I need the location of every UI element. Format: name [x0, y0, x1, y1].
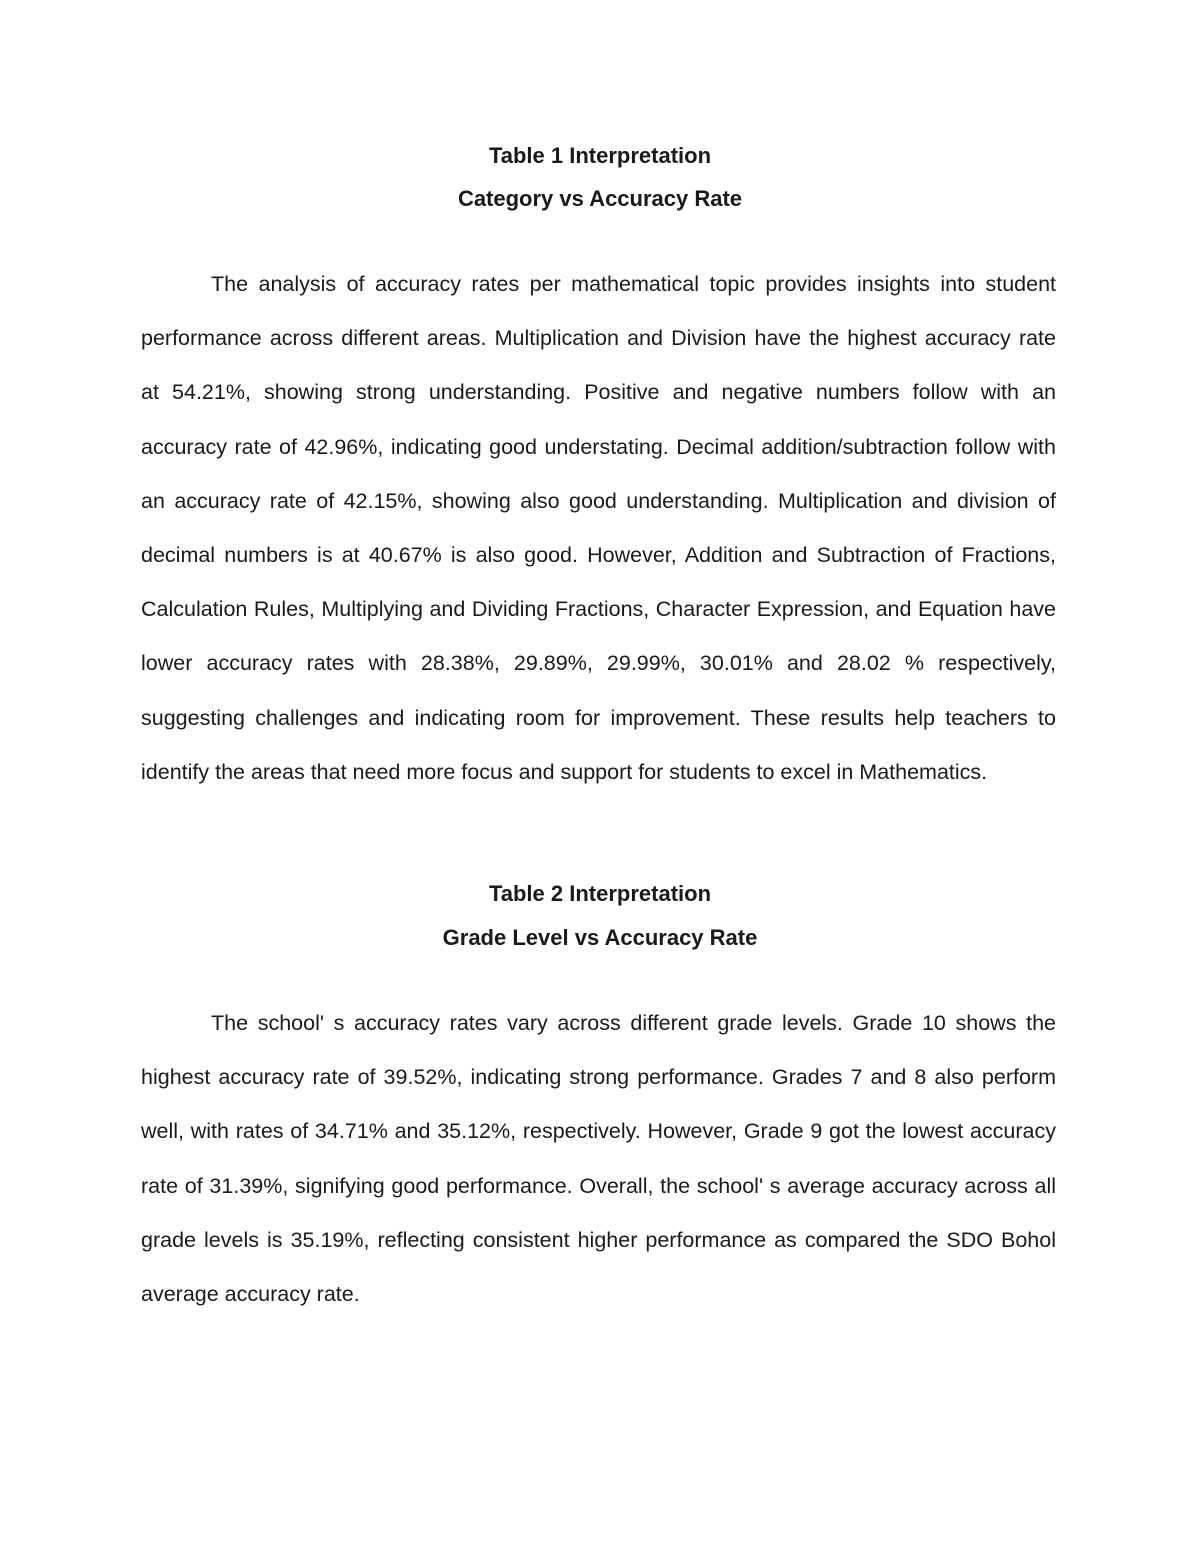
- table-2-subtitle: Grade Level vs Accuracy Rate: [442, 925, 758, 950]
- table-1-subtitle: Category vs Accuracy Rate: [457, 186, 743, 211]
- table-2-title: Table 2 Interpretation: [488, 881, 712, 906]
- table-1-interpretation-paragraph: The analysis of accuracy rates per mathematical topic provides insights into student performance across different areas. Multiplication and Division have the highest accuracy rate at 54.21%, showing strong understanding. Positive and negative numbers follow with an accuracy rate of 42.96%, indicating good understating. Decimal addition/subtraction follow with an accuracy rate of 42.15%, showing also good understanding. Multiplication and division of decimal numbers is at 40.67% is also good. However, Addition and Subtraction of Fractions, Calculation Rules, Multiplying and Dividing Fractions, Character Expression, and Equation have lower accuracy rates with 28.38%, 29.89%, 29.99%, 30.01% and 28.02 % respectively, suggesting challenges and indicating room for improvement. These results help teachers to identify the areas that need more focus and support for students to excel in Mathematics.: [141, 272, 1056, 784]
- table-2-interpretation-paragraph: The school' s accuracy rates vary across different grade levels. Grade 10 shows the highest accuracy rate of 39.52%, indicating strong performance. Grades 7 and 8 also perform well, with rates of 34.71% and 35.12%, respectively. However, Grade 9 got the lowest accuracy rate of 31.39%, signifying good performance. Overall, the school' s average accuracy across all grade levels is 35.19%, reflecting consistent higher performance as compared the SDO Bohol average accuracy rate.: [141, 1011, 1056, 1307]
- table-1-title: Table 1 Interpretation: [488, 143, 712, 168]
